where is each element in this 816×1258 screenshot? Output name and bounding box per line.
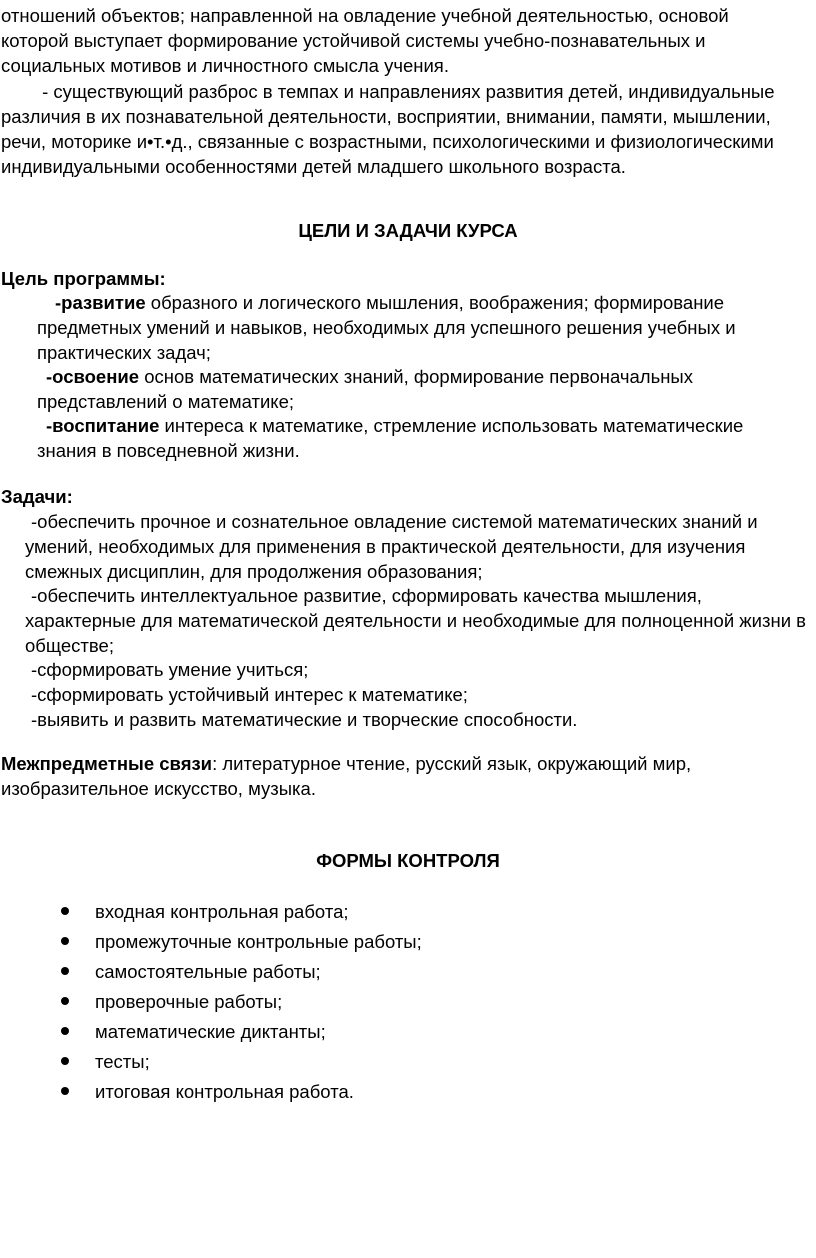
control-heading: ФОРМЫ КОНТРОЛЯ <box>316 850 500 871</box>
goal-text: интереса к математике, стремление использовать математические <box>159 415 744 436</box>
task-line: -выявить и развить математические и творческие способности. <box>31 709 578 730</box>
goal-term: -освоение <box>46 366 140 387</box>
goal-line: практических задач; <box>37 342 211 363</box>
goal-item-upbringing <box>46 413 743 438</box>
task-line: -обеспечить интеллектуальное развитие, сформировать качества мышления, <box>31 585 702 606</box>
goal-term: -развитие <box>55 292 146 313</box>
bullet-icon <box>61 967 69 975</box>
intro-line: индивидуальными особенностями детей младшего школьного возраста. <box>1 156 626 177</box>
task-line: смежных дисциплин, для продолжения образования; <box>25 561 483 582</box>
goal-text: основ математических знаний, формирование первоначальных <box>139 366 693 387</box>
task-line: характерные для математической деятельности и необходимые для полноценной жизни в <box>25 610 807 631</box>
goal-item-mastery <box>46 364 693 389</box>
interdisciplinary-label: Межпредметные связи <box>1 753 213 774</box>
bullet-icon <box>61 997 69 1005</box>
interdisciplinary-text: : литературное чтение, русский язык, окружающий мир, <box>212 753 692 774</box>
bullet-icon <box>61 1087 69 1095</box>
task-line: -обеспечить прочное и сознательное овладение системой математических знаний и <box>31 511 758 532</box>
task-line: -сформировать устойчивый интерес к математике; <box>31 684 468 705</box>
list-item-text: математические диктанты; <box>95 1021 326 1042</box>
goal-term: -воспитание <box>46 415 160 436</box>
task-line: умений, необходимых для применения в практической деятельности, для изучения <box>25 536 746 557</box>
goal-line: предметных умений и навыков, необходимых для успешного решения учебных и <box>37 317 736 338</box>
goal-text: образного и логического мышления, воображения; формирование <box>145 292 725 313</box>
interdisciplinary-links <box>1 751 691 776</box>
tasks-label: Задачи: <box>1 486 73 507</box>
intro-line: различия в их познавательной деятельности, восприятии, внимании, памяти, мышлении, <box>1 106 771 127</box>
goal-item-development <box>55 290 724 315</box>
program-goal-label: Цель программы: <box>1 268 166 289</box>
list-item-text: промежуточные контрольные работы; <box>95 931 422 952</box>
goal-line: знания в повседневной жизни. <box>37 440 300 461</box>
list-item-text: самостоятельные работы; <box>95 961 321 982</box>
intro-line: отношений объектов; направленной на овладение учебной деятельностью, основой <box>1 5 729 26</box>
task-line: обществе; <box>25 635 114 656</box>
intro-line: социальных мотивов и личностного смысла учения. <box>1 55 449 76</box>
list-item-text: входная контрольная работа; <box>95 901 349 922</box>
bullet-icon <box>61 937 69 945</box>
goals-heading: ЦЕЛИ И ЗАДАЧИ КУРСА <box>298 220 518 241</box>
bullet-icon <box>61 907 69 915</box>
intro-line: речи, моторике и•т.•д., связанные с возрастными, психологическими и физиологическими <box>1 131 774 152</box>
bullet-icon <box>61 1027 69 1035</box>
task-line: -сформировать умение учиться; <box>31 659 309 680</box>
list-item-text: тесты; <box>95 1051 150 1072</box>
interdisciplinary-line: изобразительное искусство, музыка. <box>1 778 316 799</box>
bullet-icon <box>61 1057 69 1065</box>
intro-line: - существующий разброс в темпах и направлениях развития детей, индивидуальные <box>1 81 775 102</box>
goal-line: представлений о математике; <box>37 391 295 412</box>
list-item-text: проверочные работы; <box>95 991 283 1012</box>
intro-line: которой выступает формирование устойчивой системы учебно-познавательных и <box>1 30 706 51</box>
list-item-text: итоговая контрольная работа. <box>95 1081 354 1102</box>
